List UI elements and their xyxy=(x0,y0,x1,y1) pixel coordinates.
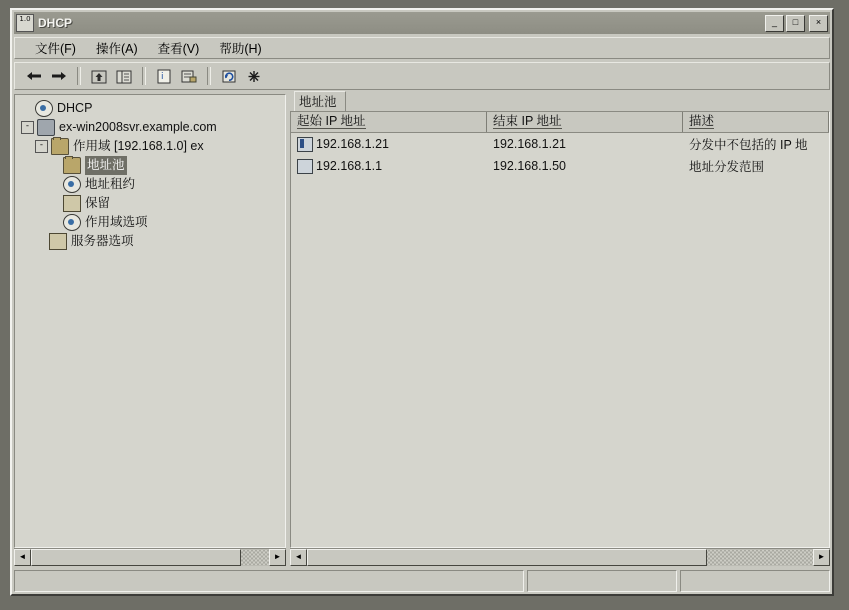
toolbar-separator-3 xyxy=(207,67,211,85)
cell-start-ip-text: 192.168.1.21 xyxy=(316,137,389,151)
status-panel-3 xyxy=(680,570,830,592)
forward-icon[interactable] xyxy=(48,66,70,87)
column-description-label: 描述 xyxy=(689,114,715,128)
dhcp-app-icon: 1.0 xyxy=(16,14,34,32)
lease-icon xyxy=(63,176,81,193)
title-bar xyxy=(14,12,830,34)
maximize-button[interactable]: □ xyxy=(786,15,805,32)
scroll-left-button[interactable]: ◄ xyxy=(290,549,307,566)
back-icon[interactable] xyxy=(23,66,45,87)
expander-placeholder xyxy=(49,198,60,209)
cell-start-ip xyxy=(291,159,487,174)
status-panel-2 xyxy=(527,570,677,592)
details-pane xyxy=(290,94,830,566)
tree-node-label: 保留 xyxy=(85,196,111,210)
reservation-icon xyxy=(63,195,81,212)
dhcp-window xyxy=(10,8,834,596)
status-bar xyxy=(14,570,830,592)
tree-node-label: 地址池 xyxy=(85,156,127,175)
column-description[interactable] xyxy=(683,112,829,132)
status-message xyxy=(14,570,524,592)
table-row[interactable] xyxy=(291,133,829,155)
menu-bar xyxy=(14,37,830,59)
scroll-track[interactable] xyxy=(707,549,813,566)
column-start-ip-label: 起始 IP 地址 xyxy=(297,114,366,128)
expander-minus-icon[interactable]: - xyxy=(21,121,34,134)
tree-node-label: 作用域 [192.168.1.0] ex xyxy=(73,139,204,153)
address-pool-icon xyxy=(297,159,313,174)
tab-address-pool[interactable]: 地址池 xyxy=(294,91,346,111)
console-tree[interactable] xyxy=(14,94,286,548)
scroll-right-button[interactable]: ► xyxy=(813,549,830,566)
menu-view[interactable]: 查看(V) xyxy=(157,42,200,56)
tree-node-scope[interactable] xyxy=(21,137,285,156)
column-start-ip[interactable] xyxy=(291,112,487,132)
up-one-level-icon[interactable] xyxy=(88,66,110,87)
menu-help[interactable]: 帮助(H) xyxy=(219,42,262,56)
tree-node-label: 服务器选项 xyxy=(71,234,134,248)
tree-node-server-options[interactable] xyxy=(21,232,285,251)
console-tree-pane xyxy=(14,94,286,566)
properties-icon[interactable] xyxy=(153,66,175,87)
scroll-track[interactable] xyxy=(241,549,269,566)
scroll-thumb[interactable] xyxy=(307,549,707,566)
expander-placeholder xyxy=(49,160,60,171)
folder-icon xyxy=(51,138,69,155)
tree-node-label: DHCP xyxy=(57,101,93,115)
folder-icon xyxy=(63,157,81,174)
cell-end-ip: 192.168.1.21 xyxy=(493,137,566,151)
expander-placeholder xyxy=(35,236,46,247)
tree-node-label: 作用域选项 xyxy=(85,215,148,229)
tree-node-address-lease[interactable] xyxy=(21,175,285,194)
scroll-left-button[interactable]: ◄ xyxy=(14,549,31,566)
expander-placeholder xyxy=(49,179,60,190)
scope-options-icon xyxy=(63,214,81,231)
menu-action[interactable]: 操作(A) xyxy=(95,42,138,56)
list-body xyxy=(291,133,829,177)
show-tree-icon[interactable] xyxy=(113,66,135,87)
list-header xyxy=(291,112,829,133)
list-horizontal-scrollbar[interactable] xyxy=(290,548,830,566)
server-options-icon xyxy=(49,233,67,250)
cell-end-ip: 192.168.1.50 xyxy=(493,159,566,173)
dhcp-root-icon xyxy=(35,100,53,117)
expander-minus-icon[interactable]: - xyxy=(35,140,48,153)
table-row[interactable] xyxy=(291,155,829,177)
expander-placeholder xyxy=(49,217,60,228)
server-icon xyxy=(37,119,55,136)
tree-node-server[interactable] xyxy=(21,118,285,137)
minimize-button[interactable]: _ xyxy=(765,15,784,32)
help-icon[interactable] xyxy=(243,66,265,87)
details-list-view[interactable] xyxy=(290,111,830,548)
cell-description: 分发中不包括的 IP 地 xyxy=(689,138,808,152)
tree-node-label: ex-win2008svr.example.com xyxy=(59,120,217,134)
toolbar-separator-1 xyxy=(77,67,81,85)
column-end-ip-label: 结束 IP 地址 xyxy=(493,114,562,128)
export-list-icon[interactable] xyxy=(178,66,200,87)
tree-node-dhcp[interactable] xyxy=(21,99,285,118)
svg-text:i: i xyxy=(161,71,164,82)
exclusion-range-icon xyxy=(297,137,313,152)
column-end-ip[interactable] xyxy=(487,112,683,132)
expander-placeholder xyxy=(21,103,32,114)
tree-root xyxy=(15,95,285,251)
content-panes xyxy=(14,94,830,566)
menu-file[interactable]: 文件(F) xyxy=(35,42,76,56)
window-title: DHCP xyxy=(38,16,73,30)
scroll-right-button[interactable]: ► xyxy=(269,549,286,566)
tree-node-address-pool[interactable] xyxy=(21,156,285,175)
refresh-icon[interactable] xyxy=(218,66,240,87)
toolbar-separator-2 xyxy=(142,67,146,85)
tree-node-scope-options[interactable] xyxy=(21,213,285,232)
cell-start-ip xyxy=(291,137,487,152)
cell-description: 地址分发范围 xyxy=(689,160,765,174)
tree-node-reservation[interactable] xyxy=(21,194,285,213)
window-controls xyxy=(765,15,828,32)
scroll-thumb[interactable] xyxy=(31,549,241,566)
details-tabstrip xyxy=(290,94,830,111)
cell-start-ip-text: 192.168.1.1 xyxy=(316,159,383,173)
tree-horizontal-scrollbar[interactable] xyxy=(14,548,286,566)
toolbar xyxy=(14,62,830,90)
tree-node-label: 地址租约 xyxy=(85,177,136,191)
close-button[interactable]: × xyxy=(809,15,828,32)
